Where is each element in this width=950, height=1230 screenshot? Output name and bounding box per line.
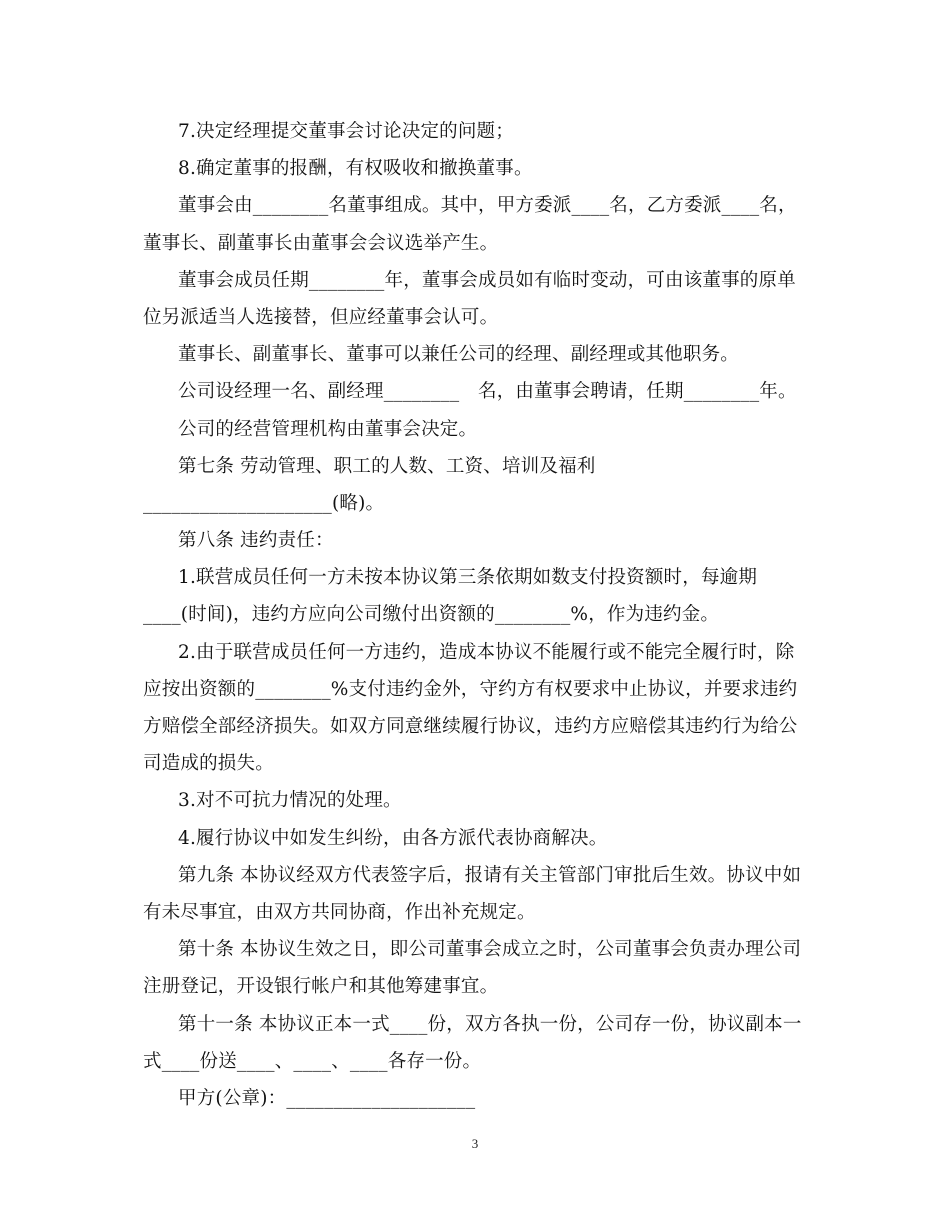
paragraph-line: 注册登记，开设银行帐户和其他筹建事宜。 [143,976,499,998]
paragraph-line: 4.履行协议中如发生纠纷，由各方派代表协商解决。 [178,827,608,849]
paragraph-line: 董事长、副董事长、董事可以兼任公司的经理、副经理或其他职务。 [178,344,740,366]
document-body [143,113,803,1117]
paragraph-line: 公司的经营管理机构由董事会决定。 [178,418,478,440]
paragraph-line: 公司设经理一名、副经理________ 名，由董事会聘请，任期________年。 [178,381,797,403]
article-heading: 第十一条 本协议正本一式____份，双方各执一份，公司存一份，协议副本一 [178,1013,802,1035]
paragraph-line: 1.联营成员任何一方未按本协议第三条依期如数支付投资额时，每逾期 [178,567,758,589]
article-heading: 第七条 劳动管理、职工的人数、工资、培训及福利 [178,455,596,477]
paragraph-line: 董事会由________名董事组成。其中，甲方委派____名，乙方委派____名， [178,195,797,217]
article-heading: 第九条 本协议经双方代表签字后，报请有关主管部门审批后生效。协议中如 [178,864,802,886]
paragraph-line: 董事会成员任期________年，董事会成员如有临时变动，可由该董事的原单 [178,269,796,291]
paragraph-line: 董事长、副董事长由董事会会议选举产生。 [143,232,499,254]
signature-line: 甲方(公章)：____________________ [178,1087,476,1109]
paragraph-line: 式____份送____、____、____各存一份。 [143,1050,482,1072]
paragraph-line: 8.确定董事的报酬，有权吸收和撤换董事。 [178,158,533,180]
paragraph-line: 方赔偿全部经济损失。如双方同意继续履行协议，违约方应赔偿其违约行为给公 [143,716,798,737]
paragraph-line: ____________________(略)。 [143,492,385,514]
paragraph-line: ____(时间)，违约方应向公司缴付出资额的________%，作为违约金。 [143,604,720,626]
paragraph-line: 位另派适当人选接替，但应经董事会认可。 [143,306,499,328]
paragraph-line: 应按出资额的________%支付违约金外，守约方有权要求中止协议，并要求违约 [143,678,798,700]
paragraph-line: 司造成的损失。 [143,753,274,775]
article-heading: 第八条 违约责任： [178,530,334,552]
paragraph-line: 2.由于联营成员任何一方违约，造成本协议不能履行或不能完全履行时，除 [178,641,795,663]
paragraph-line: 3.对不可抗力情况的处理。 [178,790,402,812]
page-number: 3 [471,1136,479,1151]
article-heading: 第十条 本协议生效之日，即公司董事会成立之时，公司董事会负责办理公司 [178,939,802,961]
paragraph-line: 7.决定经理提交董事会讨论决定的问题； [178,121,514,142]
paragraph-line: 有未尽事宜，由双方共同协商，作出补充规定。 [143,901,536,923]
